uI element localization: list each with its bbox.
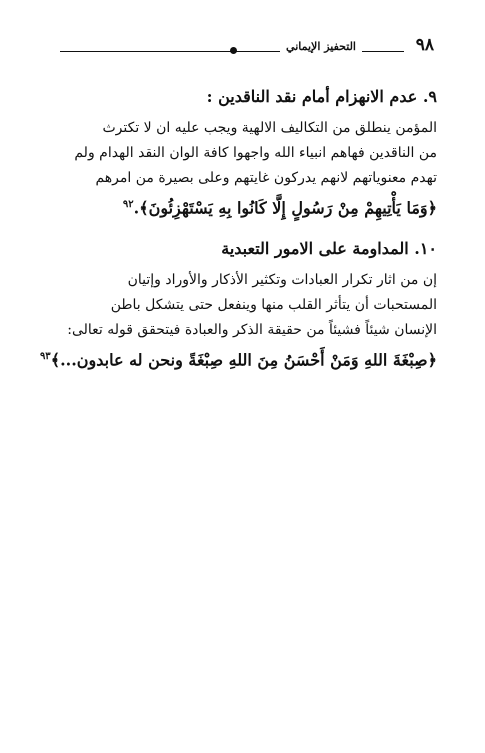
section-10 <box>39 236 437 374</box>
footnote-ref: ٩٣ <box>39 351 51 363</box>
paragraph-line: تهدم معنوياتهم لانهم يدركون غايتهم وعلى بصيرة من امرهم <box>95 170 437 186</box>
verse-text: ﴿وَمَا يَأْتِيهِمْ مِنْ رَسُولٍ إِلَّا كَانُوا بِهِ يَسْتَهْزِئُونَ﴾. <box>133 198 437 218</box>
running-header <box>60 35 434 62</box>
header-dot-ornament <box>230 47 237 54</box>
paragraph-line: من الناقدين فهاهم انبياء الله واجهوا كافة الوان النقد الهدام ولم <box>74 145 437 161</box>
running-title: التحفيز الإيماني <box>280 40 362 53</box>
quran-verse <box>39 343 437 374</box>
section-9 <box>52 84 437 222</box>
paragraph-line: المؤمن ينطلق من التكاليف الالهية ويجب عليه ان لا تكترث <box>102 120 437 136</box>
section-heading: ١٠. المداومة على الامور التعبدية <box>221 239 437 259</box>
section-gap <box>52 222 437 236</box>
footnote-ref: ٩٢ <box>122 199 134 210</box>
text-block <box>39 84 437 375</box>
verse-text: ﴿صِبْغَةَ اللهِ وَمَنْ أَحْسَنُ مِنَ اللهِ صِبْغَةً ونحن له عابدون...﴾ <box>50 350 437 370</box>
paragraph-line: إن من اثار تكرار العبادات وتكثير الأذكار والأوراد وإتيان <box>127 272 437 289</box>
paragraph-line: المستحبات أن يتأثر القلب منها وينفعل حتى يتشكل باطن <box>110 297 437 314</box>
paragraph-line: الإنسان شيئاً فشيئاً من حقيقة الذكر والعبادة فيتحقق قوله تعالى: <box>67 322 437 339</box>
page-number: ٩٨ <box>415 35 434 55</box>
section-heading: ٩. عدم الانهزام أمام نقد الناقدين : <box>206 87 437 106</box>
quran-verse <box>52 191 437 222</box>
